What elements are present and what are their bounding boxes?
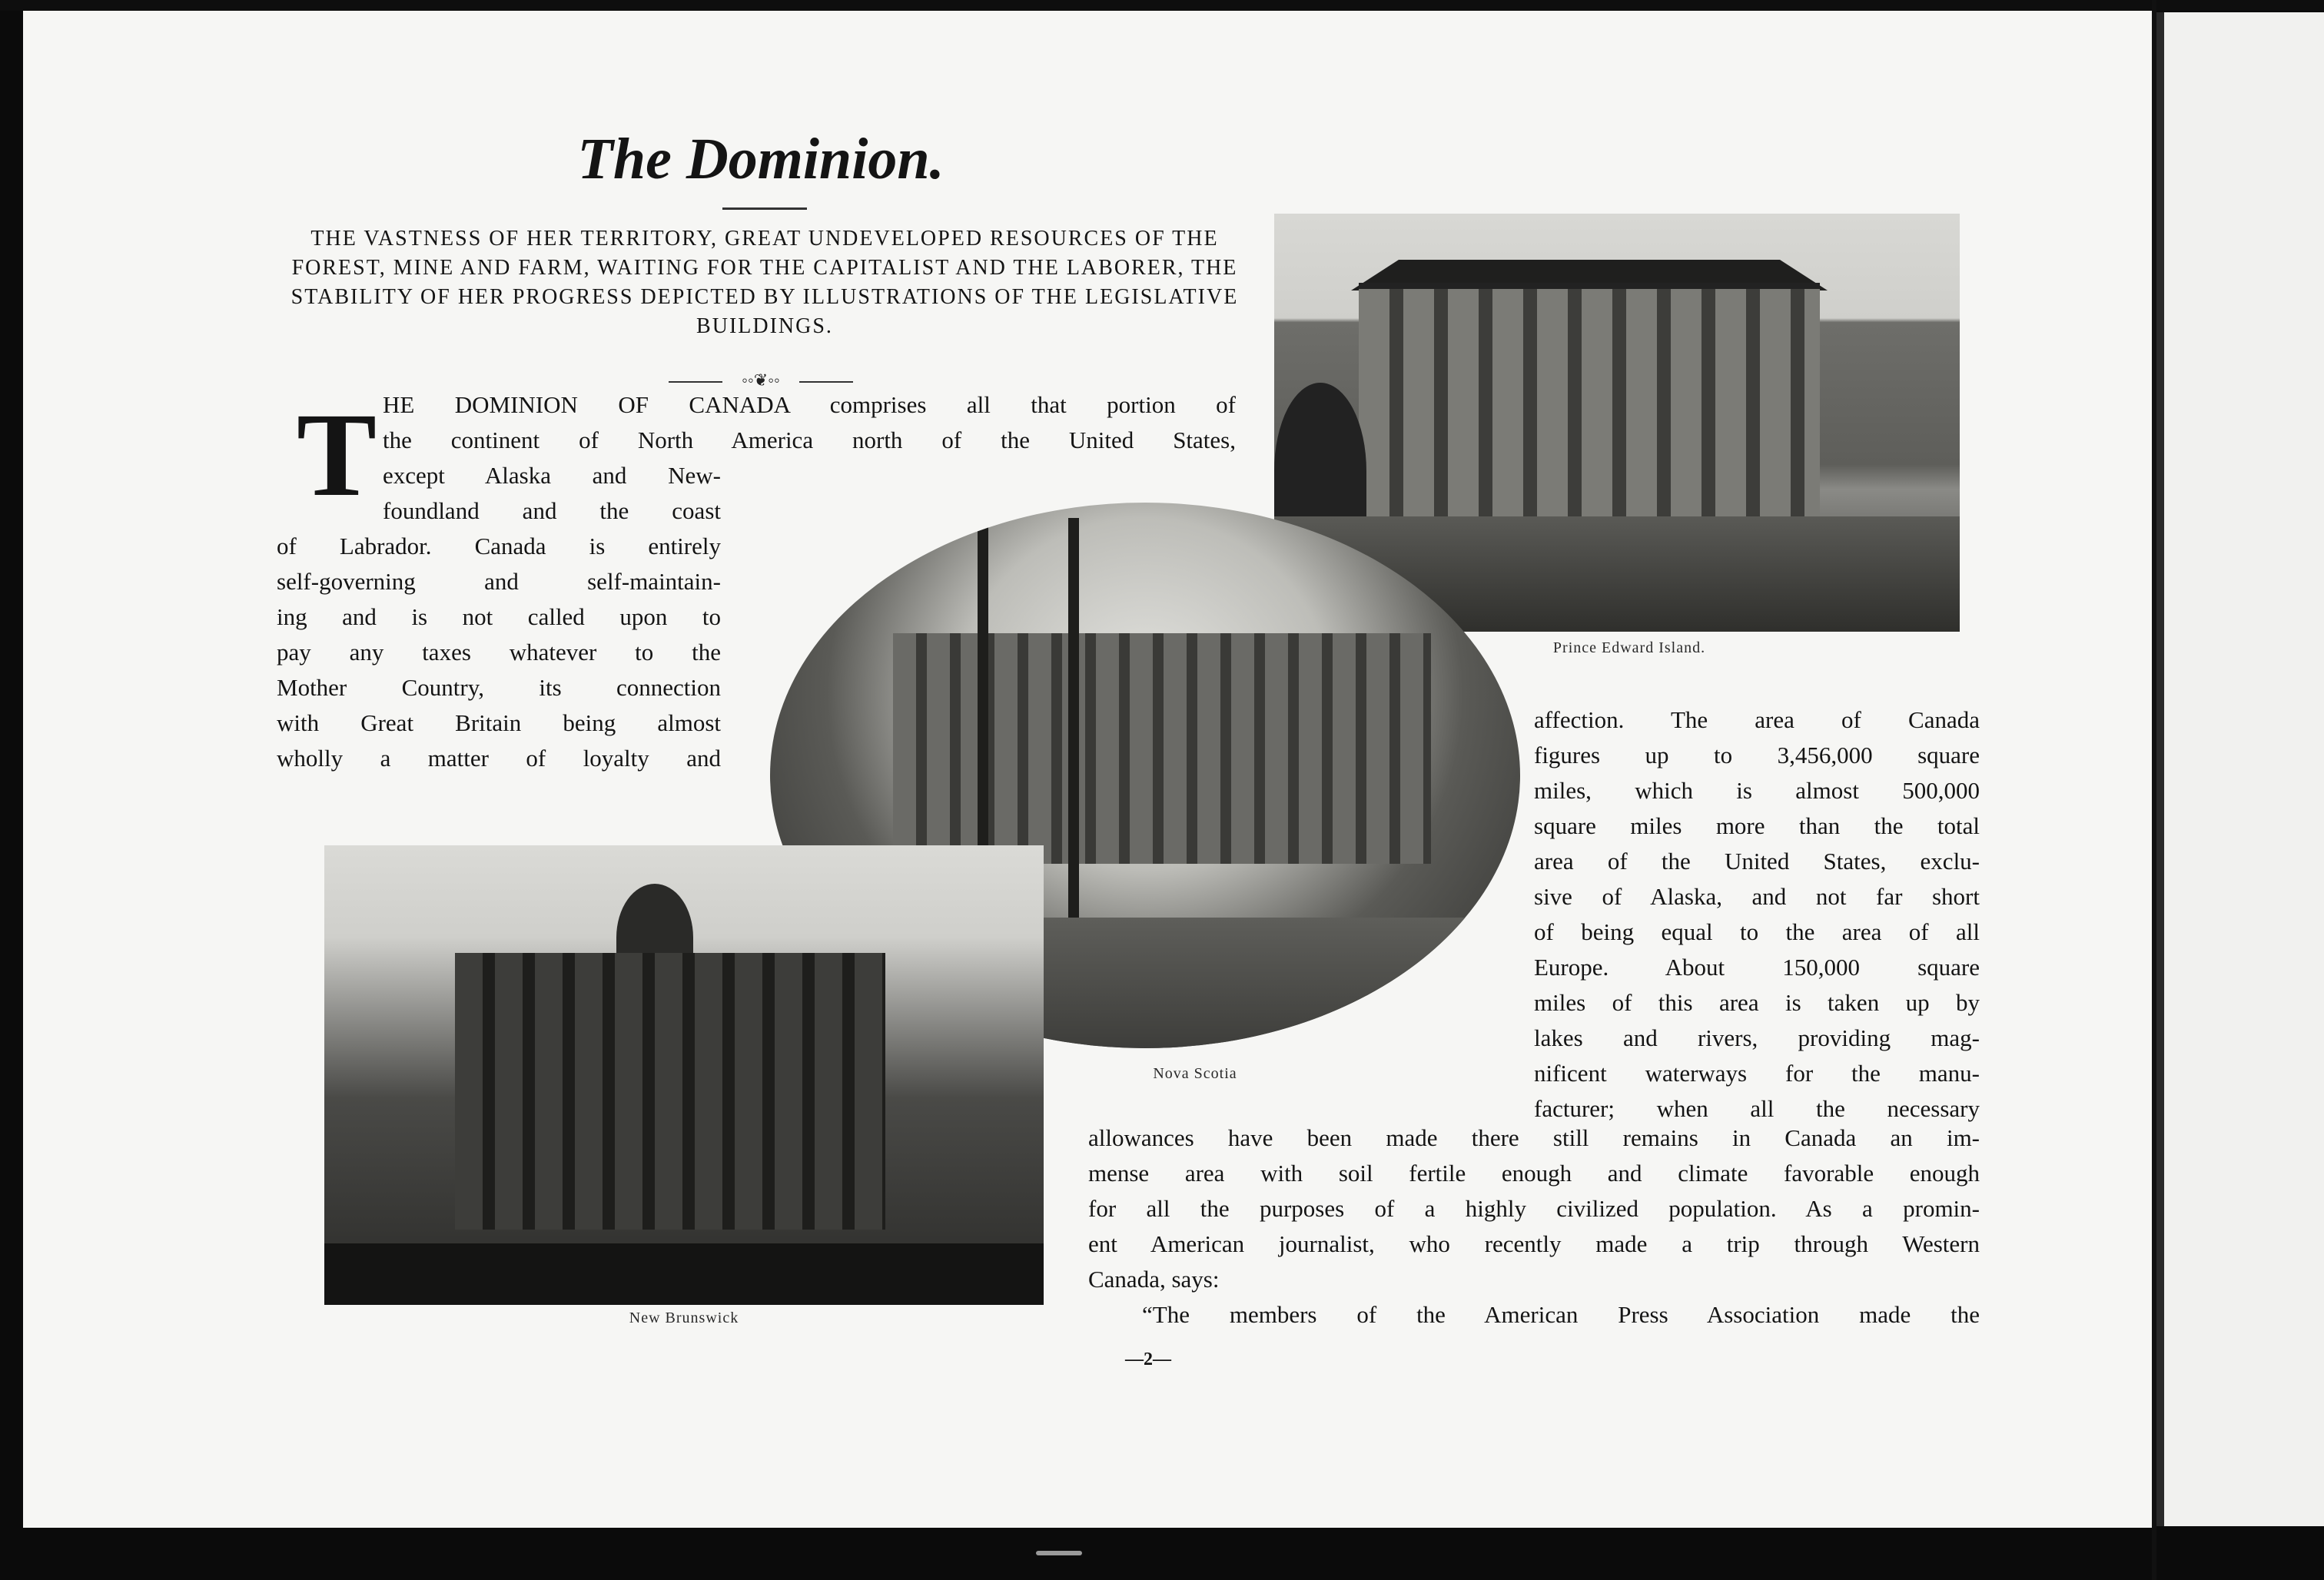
text-line: facturer; when all the necessary [1534, 1095, 1980, 1122]
photo-ground [324, 1243, 1044, 1305]
text-line: of Labrador. Canada is entirely [277, 533, 721, 559]
text-line: Mother Country, its connection [277, 674, 721, 701]
text-line: except Alaska and New- [383, 462, 721, 489]
text-line: miles, which is almost 500,000 [1534, 777, 1980, 804]
right-column [1534, 702, 1980, 1127]
scan-top-edge [0, 0, 2324, 11]
text-line: sive of Alaska, and not far short [1534, 883, 1980, 910]
ornament-divider: ◦◦❦◦◦ [669, 370, 853, 393]
text-line: HE DOMINION OF CANADA comprises all that portion of [383, 391, 1236, 418]
text-line: figures up to 3,456,000 square [1534, 742, 1980, 768]
text-line: Europe. About 150,000 square [1534, 954, 1980, 981]
text-line: wholly a matter of loyalty and [277, 745, 721, 772]
scan-mark [1036, 1551, 1082, 1555]
photo-building [455, 953, 885, 1230]
text-line: lakes and rivers, providing mag- [1534, 1024, 1980, 1051]
text-line: the continent of North America north of the United States, [383, 427, 1236, 453]
text-line: pay any taxes whatever to the [277, 639, 721, 666]
text-line: ing and is not called upon to [277, 603, 721, 630]
left-column-top [383, 458, 721, 529]
lead-paragraph [383, 387, 1236, 458]
text-line: foundland and the coast [383, 497, 721, 524]
bottom-column [1088, 1120, 1980, 1333]
photo-pole [1068, 518, 1079, 948]
text-line: self-governing and self-maintain- [277, 568, 721, 595]
text-line: affection. The area of Canada [1534, 706, 1980, 733]
photo-new-brunswick [324, 845, 1044, 1305]
subtitle: THE VASTNESS OF HER TERRITORY, GREAT UNDEVELOPED RESOURCES OF THE FOREST, MINE AND FARM, WAITING FOR THE CAPITALIST AND THE LABORER, THE STABILITY OF HER PROGRESS DEPICTED BY ILLUSTRATIONS OF THE LEGISLATIVE BUILDINGS. [290, 227, 1239, 338]
text-line: with Great Britain being almost [277, 709, 721, 736]
text-line: mense area with soil fertile enough and climate favorable enough [1088, 1160, 1980, 1187]
page-number: —2— [1125, 1349, 1171, 1369]
text-line: “The members of the American Press Association made the [1142, 1301, 1980, 1328]
photo-building [893, 633, 1431, 864]
text-line: miles of this area is taken up by [1534, 989, 1980, 1016]
text-line: allowances have been made there still remains in Canada an im- [1088, 1124, 1980, 1151]
text-line: area of the United States, exclu- [1534, 848, 1980, 875]
text-line: Canada, says: [1088, 1266, 1220, 1293]
page-title: The Dominion. [577, 127, 945, 191]
drop-cap: T [297, 388, 377, 521]
text-line: for all the purposes of a highly civilized population. As a promin- [1088, 1195, 1980, 1222]
title-rule [722, 207, 807, 210]
facing-page-shadow [2156, 12, 2164, 1526]
text-line: ent American journalist, who recently made a trip through Western [1088, 1230, 1980, 1257]
text-line: nificent waterways for the manu- [1534, 1060, 1980, 1087]
left-column [277, 529, 721, 776]
facing-page-edge [2156, 12, 2324, 1526]
caption-new-brunswick: New Brunswick [629, 1309, 739, 1326]
text-line: square miles more than the total [1534, 812, 1980, 839]
photo-building [1359, 283, 1820, 543]
document-page [23, 11, 2152, 1528]
text-line: of being equal to the area of all [1534, 918, 1980, 945]
caption-pei: Prince Edward Island. [1552, 639, 1706, 656]
caption-nova-scotia: Nova Scotia [1153, 1065, 1237, 1082]
